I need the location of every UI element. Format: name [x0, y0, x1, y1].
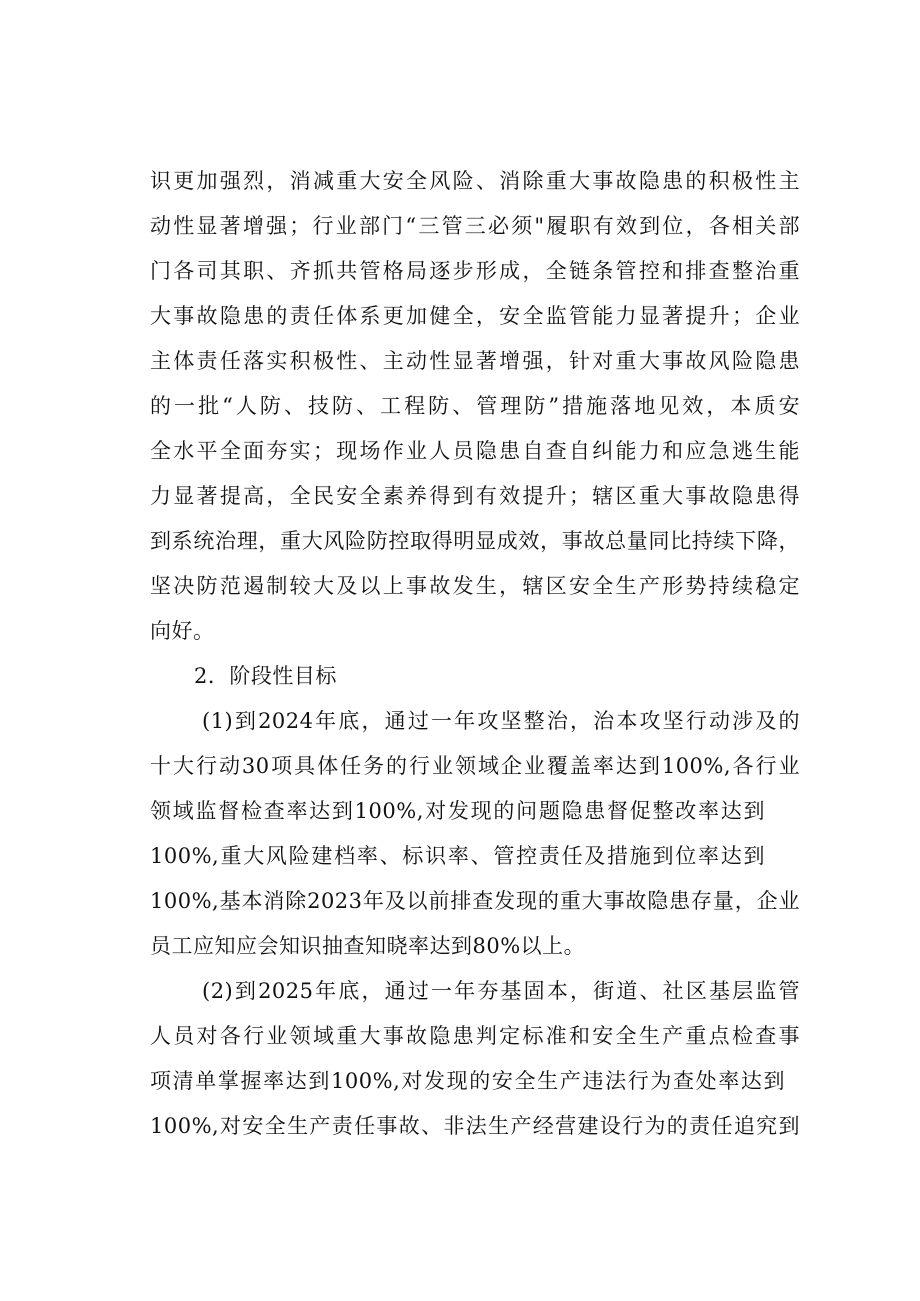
paragraph-3-line-3: 项清单掌握率达到100%,对发现的安全生产违法行为查处率达到	[150, 1069, 785, 1093]
paragraph-1-line-11: 向好。	[150, 619, 215, 643]
paragraph-1-line-6: 的一批“人防、技防、工程防、管理防”措施落地见效，本质安	[150, 394, 800, 418]
paragraph-3-line-1: (2)到2025年底，通过一年夯基固本，街道、社区基层监管	[202, 979, 800, 1003]
paragraph-3-line-4: 100%,对安全生产责任事故、非法生产经营建设行为的责任追究到	[150, 1114, 800, 1138]
paragraph-3-line-2: 人员对各行业领域重大事故隐患判定标准和安全生产重点检查事	[150, 1024, 800, 1048]
paragraph-2-line-2: 十大行动30项具体任务的行业领域企业覆盖率达到100%,各行业	[150, 754, 800, 778]
paragraph-1-line-10: 坚决防范遏制较大及以上事故发生，辖区安全生产形势持续稳定	[150, 574, 800, 598]
paragraph-2-line-5: 100%,基本消除2023年及以前排查发现的重大事故隐患存量，企业	[150, 889, 800, 913]
paragraph-1-line-3: 门各司其职、齐抓共管格局逐步形成，全链条管控和排查整治重	[150, 259, 800, 283]
paragraph-1-line-4: 大事故隐患的责任体系更加健全，安全监管能力显著提升；企业	[150, 304, 800, 328]
paragraph-1-line-1: 识更加强烈，消减重大安全风险、消除重大事故隐患的积极性主	[150, 169, 800, 193]
paragraph-1-line-2: 动性显著增强；行业部门“三管三必须"履职有效到位，各相关部	[150, 214, 800, 238]
paragraph-2-line-1: (1)到2024年底，通过一年攻坚整治，治本攻坚行动涉及的	[202, 709, 800, 733]
section-heading: 2．阶段性目标	[194, 664, 337, 688]
paragraph-1-line-7: 全水平全面夯实；现场作业人员隐患自查自纠能力和应急逃生能	[150, 439, 800, 463]
paragraph-2-line-6: 员工应知应会知识抽查知晓率达到80%以上。	[150, 934, 586, 958]
paragraph-1-line-8: 力显著提高，全民安全素养得到有效提升；辖区重大事故隐患得	[150, 484, 800, 508]
paragraph-2-line-4: 100%,重大风险建档率、标识率、管控责任及措施到位率达到	[150, 844, 765, 868]
paragraph-1-line-5: 主体责任落实积极性、主动性显著增强，针对重大事故风险隐患	[150, 349, 800, 373]
paragraph-2-line-3: 领域监督检查率达到100%,对发现的问题隐患督促整改率达到	[150, 799, 765, 823]
paragraph-1-line-9: 到系统治理，重大风险防控取得明显成效，事故总量同比持续下降，	[150, 529, 800, 553]
